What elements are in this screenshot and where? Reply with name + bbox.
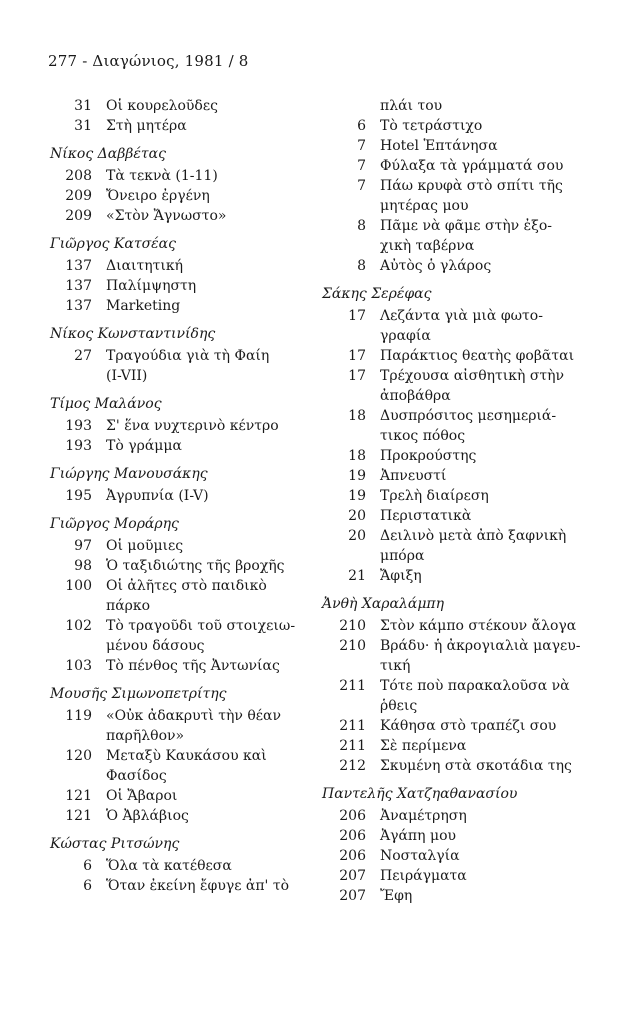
entry-title: Λεζάντα γιὰ μιὰ φωτο- — [380, 308, 543, 324]
page-number: 120 — [65, 748, 92, 764]
author-heading: Παντελῆς Χατζηαθανασίου — [322, 786, 518, 802]
index-entry — [322, 306, 582, 326]
entry-title: Ἄφιξη — [380, 568, 422, 584]
entry-title-continuation: χικὴ ταβέρνα — [380, 238, 475, 254]
page-number: 137 — [65, 298, 92, 314]
index-entry — [322, 116, 582, 136]
index-entry — [322, 676, 582, 696]
entry-title-continuation: μένου δάσους — [106, 638, 205, 654]
page-number: 102 — [65, 618, 92, 634]
author-heading: Γιώργης Μανουσάκης — [50, 466, 208, 482]
entry-title: Ὄνειρο ἐργένη — [106, 188, 210, 204]
page-number: 207 — [339, 868, 366, 884]
page-number: 8 — [357, 258, 366, 274]
entry-title: «Οὐκ ἀδακρυτὶ τὴν θέαν — [106, 708, 282, 724]
index-entry — [322, 736, 582, 756]
index-entry — [50, 706, 315, 726]
page-number: 98 — [74, 558, 92, 574]
page-number: 6 — [357, 118, 366, 134]
entry-title: Τὸ τετράστιχο — [380, 118, 483, 134]
index-entry — [322, 506, 582, 526]
page-number: 19 — [348, 468, 366, 484]
page-number: 208 — [65, 168, 92, 184]
index-entry — [322, 256, 582, 276]
page-number: 193 — [65, 418, 92, 434]
page-number: 210 — [339, 618, 366, 634]
page-number: 7 — [357, 178, 366, 194]
index-entry — [50, 876, 315, 896]
page-number: 121 — [65, 808, 92, 824]
index-entry — [50, 276, 315, 296]
page-number: 31 — [74, 98, 92, 114]
index-entry — [50, 346, 315, 366]
author-heading: Μουσῆς Σιμωνοπετρίτης — [50, 686, 227, 702]
index-entry — [50, 436, 315, 456]
index-entry — [50, 256, 315, 276]
index-entry — [322, 216, 582, 236]
page-number: 211 — [339, 678, 366, 694]
entry-title: Σ' ἕνα νυχτερινὸ κέντρο — [106, 418, 279, 434]
entry-title: Τραγούδια γιὰ τὴ Φαίη — [106, 348, 270, 364]
entry-title: Πειράγματα — [380, 868, 467, 884]
author-heading: Τίμος Μαλάνος — [50, 396, 162, 412]
index-entry — [322, 176, 582, 196]
entry-title: Marketing — [106, 298, 181, 314]
index-entry — [50, 786, 315, 806]
index-entry — [322, 806, 582, 826]
entry-title: Μεταξὺ Καυκάσου καὶ — [106, 748, 267, 764]
entry-title-continuation: μπόρα — [380, 548, 425, 564]
index-entry — [50, 746, 315, 766]
page-number: 103 — [65, 658, 92, 674]
author-heading: Νίκος Κωνσταντινίδης — [50, 326, 216, 342]
entry-title: Τὸ πένθος τῆς Ἀντωνίας — [106, 658, 280, 674]
index-entry — [50, 536, 315, 556]
page-number: 207 — [339, 888, 366, 904]
entry-title: Αὐτὸς ὁ γλάρος — [380, 258, 492, 274]
index-entry — [50, 186, 315, 206]
index-entry — [322, 616, 582, 636]
right-column — [322, 96, 582, 906]
entry-title: Σὲ περίμενα — [380, 738, 467, 754]
index-entry — [322, 756, 582, 776]
index-entry — [50, 296, 315, 316]
index-entry — [322, 636, 582, 656]
index-entry — [50, 486, 315, 506]
page-number: 21 — [348, 568, 366, 584]
entry-title: Προκρούστης — [380, 448, 477, 464]
page-number: 20 — [348, 528, 366, 544]
entry-title: Τὰ τεκνὰ (1-11) — [106, 168, 218, 184]
index-entry — [322, 526, 582, 546]
page-number: 17 — [348, 348, 366, 364]
page-number: 20 — [348, 508, 366, 524]
entry-title-continuation: Φασίδος — [106, 768, 167, 784]
index-entry — [50, 856, 315, 876]
entry-title: Σκυμένη στὰ σκοτάδια της — [380, 758, 572, 774]
page-number: 211 — [339, 718, 366, 734]
entry-title: Ἀγρυπνία (I-V) — [106, 488, 209, 504]
page-number: 195 — [65, 488, 92, 504]
entry-title: Στὴ μητέρα — [106, 118, 187, 134]
entry-title: Τρελὴ διαίρεση — [380, 488, 489, 504]
page-number: 211 — [339, 738, 366, 754]
entry-title: Ἔφη — [380, 888, 413, 904]
author-heading: Γιῶργος Μοράρης — [50, 516, 179, 532]
page-number: 206 — [339, 848, 366, 864]
entry-title: Ἀναμέτρηση — [380, 808, 467, 824]
author-heading: Ἀνθὴ Χαραλάμπη — [322, 596, 445, 612]
index-entry — [50, 206, 315, 226]
index-entry — [50, 116, 315, 136]
entry-title: Περιστατικὰ — [380, 508, 472, 524]
index-entry — [50, 616, 315, 636]
index-entry — [322, 846, 582, 866]
entry-title-continuation: γραφία — [380, 328, 431, 344]
entry-title-continuation: μητέρας μου — [380, 198, 469, 214]
entry-title: Ἀπνευστί — [380, 468, 447, 484]
entry-title: Οἱ ἀλῆτες στὸ παιδικὸ — [106, 578, 267, 594]
entry-title: Τρέχουσα αἰσθητικὴ στὴν — [380, 368, 565, 384]
page-number: 206 — [339, 828, 366, 844]
entry-title: Οἱ κουρελοῦδες — [106, 98, 218, 114]
entry-title: Πᾶμε νὰ φᾶμε στὴν ἐξο- — [380, 218, 552, 234]
index-entry — [322, 406, 582, 426]
index-entry — [322, 486, 582, 506]
page-number: 209 — [65, 188, 92, 204]
page-number: 17 — [348, 308, 366, 324]
index-entry — [50, 806, 315, 826]
entry-title-continuation: παρῆλθον» — [106, 728, 185, 744]
index-entry — [322, 886, 582, 906]
index-entry — [322, 446, 582, 466]
entry-title: Ὁ Ἀβλάβιος — [106, 808, 189, 824]
page-number: 7 — [357, 158, 366, 174]
index-entry — [50, 166, 315, 186]
index-entry — [322, 366, 582, 386]
entry-title-continuation: (I-VII) — [106, 368, 148, 384]
entry-title: Ὁ ταξιδιώτης τῆς βροχῆς — [106, 558, 285, 574]
entry-title: Διαιτητική — [106, 258, 184, 274]
entry-title: Τότε ποὺ παρακαλοῦσα νὰ — [380, 678, 570, 694]
index-entry — [322, 156, 582, 176]
author-heading: Κώστας Ριτσώνης — [50, 836, 180, 852]
entry-title: Στὸν κάμπο στέκουν ἄλογα — [380, 618, 577, 634]
entry-title: Οἱ Ἄβαροι — [106, 788, 178, 804]
page-number: 100 — [65, 578, 92, 594]
page-number: 119 — [65, 708, 92, 724]
entry-title: Πάω κρυφὰ στὸ σπίτι τῆς — [380, 178, 563, 194]
entry-title-continuation: πάρκο — [106, 598, 151, 614]
index-entry — [322, 826, 582, 846]
index-entry — [322, 716, 582, 736]
entry-title: Hotel Ἑπτάνησα — [380, 138, 498, 154]
author-heading: Σάκης Σερέφας — [322, 286, 432, 302]
entry-title: Βράδυ· ἡ ἀκρογιαλιὰ μαγευ- — [380, 638, 581, 654]
page-number: 18 — [348, 448, 366, 464]
entry-title: Οἱ μοῦμιες — [106, 538, 184, 554]
page-number: 121 — [65, 788, 92, 804]
entry-title: Παλίμψηστη — [106, 278, 197, 294]
index-entry — [50, 556, 315, 576]
page-number: 8 — [357, 218, 366, 234]
page-number: 206 — [339, 808, 366, 824]
entry-title-continuation: ῥθεις — [380, 698, 418, 714]
author-heading: Γιῶργος Κατσέας — [50, 236, 176, 252]
page-number: 7 — [357, 138, 366, 154]
entry-title: Φύλαξα τὰ γράμματά σου — [380, 158, 564, 174]
index-entry — [322, 136, 582, 156]
entry-title-continuation: τικος πόθος — [380, 428, 466, 444]
page-number: 6 — [83, 878, 92, 894]
index-entry — [50, 576, 315, 596]
page-number: 193 — [65, 438, 92, 454]
page-number: 97 — [74, 538, 92, 554]
entry-title: Τὸ τραγοῦδι τοῦ στοιχειω- — [106, 618, 296, 634]
author-heading: Νίκος Δαββέτας — [50, 146, 166, 162]
page-header: 277 - Διαγώνιος, 1981 / 8 — [48, 52, 249, 70]
index-entry — [322, 346, 582, 366]
page-number: 6 — [83, 858, 92, 874]
page-number: 19 — [348, 488, 366, 504]
entry-title: Νοσταλγία — [380, 848, 460, 864]
left-column — [50, 96, 315, 896]
entry-title: Δυσπρόσιτος μεσημεριά- — [380, 408, 557, 424]
entry-title: Ὅλα τὰ κατέθεσα — [106, 858, 232, 874]
page-number: 137 — [65, 258, 92, 274]
index-entry — [322, 866, 582, 886]
page-number: 209 — [65, 208, 92, 224]
entry-title: Τὸ γράμμα — [106, 438, 182, 454]
page-number: 17 — [348, 368, 366, 384]
index-entry — [50, 416, 315, 436]
page-number: 210 — [339, 638, 366, 654]
entry-title: «Στὸν Ἄγνωστο» — [106, 208, 227, 224]
entry-title: Δειλινὸ μετὰ ἀπὸ ξαφνικὴ — [380, 528, 567, 544]
page-number: 212 — [339, 758, 366, 774]
entry-title-continuation: πλάι του — [380, 98, 443, 114]
index-entry — [322, 566, 582, 586]
entry-title: Ὅταν ἐκείνη ἔφυγε ἀπ' τὸ — [106, 878, 290, 894]
entry-title: Ἀγάπη μου — [380, 828, 457, 844]
page-number: 137 — [65, 278, 92, 294]
index-entry — [50, 96, 315, 116]
page-number: 27 — [74, 348, 92, 364]
entry-title: Κάθησα στὸ τραπέζι σου — [380, 718, 557, 734]
page-number: 18 — [348, 408, 366, 424]
page-number: 31 — [74, 118, 92, 134]
entry-title-continuation: τική — [380, 658, 411, 674]
entry-title: Παράκτιος θεατὴς φοβᾶται — [380, 348, 575, 364]
index-entry — [50, 656, 315, 676]
index-entry — [322, 466, 582, 486]
entry-title-continuation: ἀποβάθρα — [380, 388, 451, 404]
